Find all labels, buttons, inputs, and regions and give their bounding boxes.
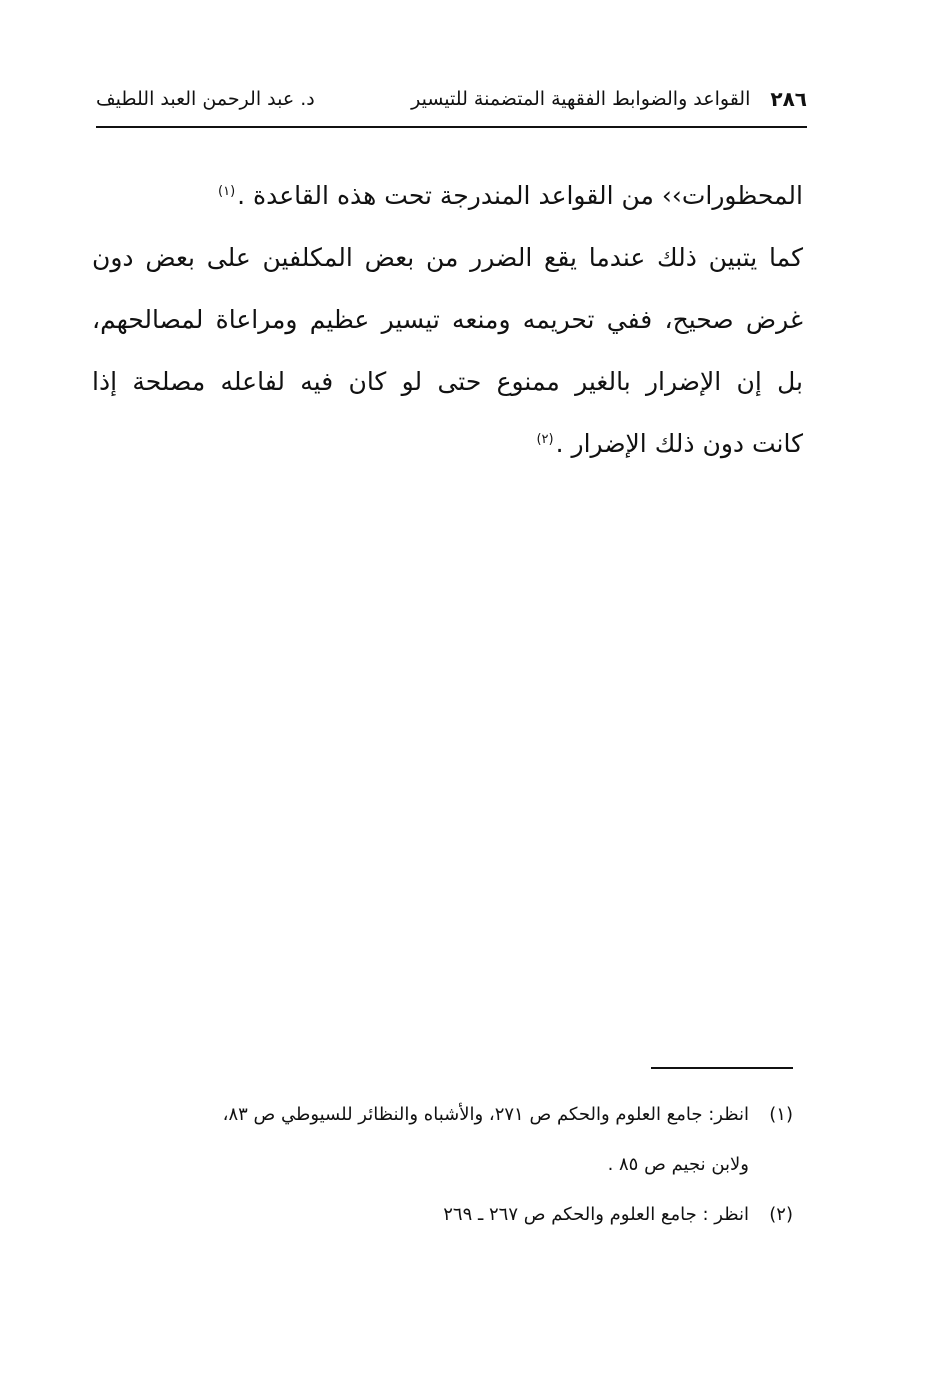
body-text bbox=[92, 165, 803, 475]
paragraph-line-text: المحظورات›› من القواعد المندرجة تحت هذه القاعدة . bbox=[237, 181, 803, 210]
footnote-reference: (١) bbox=[218, 183, 236, 199]
paragraph-line-text: كانت دون ذلك الإضرار . bbox=[555, 429, 803, 458]
footnote-text: انظر: جامع العلوم والحكم ص ٢٧١، والأشباه والنظائر للسيوطي ص ٨٣، bbox=[222, 1104, 749, 1125]
footnote-item bbox=[80, 1090, 793, 1140]
paragraph-line: كما يتبين ذلك عندما يقع الضرر من بعض المكلفين على بعض دون bbox=[92, 243, 803, 272]
footnote-text-continuation: ولابن نجيم ص ٨٥ . bbox=[607, 1154, 749, 1175]
page-number: ٢٨٦ bbox=[770, 87, 807, 111]
book-title: القواعد والضوابط الفقهية المتضمنة للتيسير bbox=[411, 87, 751, 110]
footnote-marker: (١) bbox=[769, 1104, 793, 1125]
header-title-group bbox=[411, 89, 807, 109]
footnote-text: انظر : جامع العلوم والحكم ص ٢٦٧ ـ ٢٦٩ bbox=[443, 1204, 749, 1225]
paragraph-line: بل إن الإضرار بالغير ممنوع حتى لو كان فيه لفاعله مصلحة إذا bbox=[92, 367, 803, 396]
paragraph-line bbox=[92, 413, 803, 475]
footnote-separator bbox=[651, 1067, 793, 1069]
footnote-reference: (٢) bbox=[536, 431, 554, 447]
header-divider bbox=[96, 126, 807, 128]
paragraph-line: غرض صحيح، ففي تحريمه ومنعه تيسير عظيم ومراعاة لمصالحهم، bbox=[92, 305, 803, 334]
footnotes-section bbox=[80, 1090, 793, 1240]
author-name: د. عبد الرحمن العبد اللطيف bbox=[96, 87, 315, 110]
footnote-item bbox=[80, 1190, 793, 1240]
footnote-marker: (٢) bbox=[769, 1204, 793, 1225]
running-header bbox=[96, 82, 807, 116]
paragraph-line bbox=[92, 165, 803, 227]
